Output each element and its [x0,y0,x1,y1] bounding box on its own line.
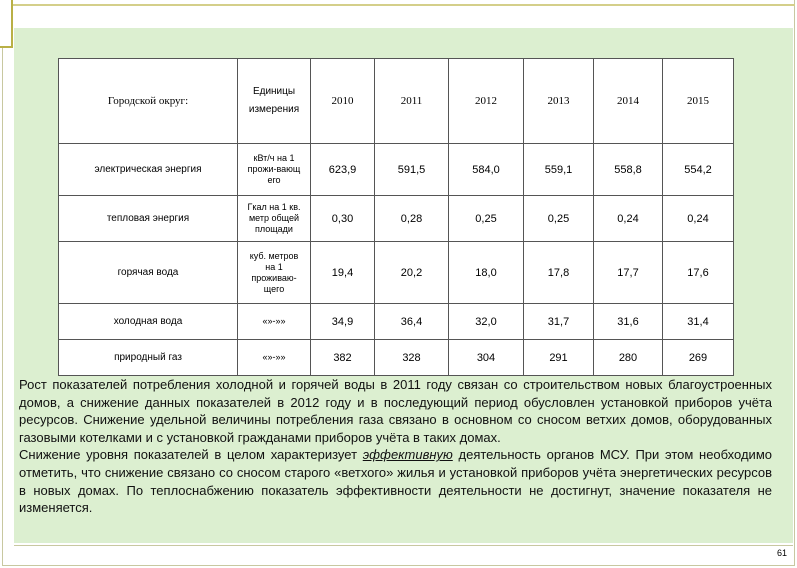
table-cell: 382 [311,340,375,376]
bottom-divider [14,545,793,546]
table-cell: 304 [449,340,524,376]
table-cell: 17,7 [594,242,663,304]
units-line: «»-»» [262,352,286,362]
table-cell: 584,0 [449,144,524,196]
table-cell: 34,9 [311,304,375,340]
header-units-line1: Единицы [252,86,296,97]
row-name: холодная вода [59,304,238,340]
units-line: щего [263,283,285,294]
table-cell: 31,6 [594,304,663,340]
units-line: на 1 [265,261,283,272]
table-cell: 0,28 [375,196,449,242]
table-cell: 0,24 [663,196,734,242]
paragraph-2-start: Снижение уровня показателей в целом характеризует [19,447,363,463]
table-header-row [59,59,734,144]
table-cell: 280 [594,340,663,376]
table-cell: 0,30 [311,196,375,242]
units-line: проживаю- [251,272,297,283]
header-year: 2013 [524,59,594,144]
table-cell: 32,0 [449,304,524,340]
units-line: метр общей [248,213,300,223]
table-cell: 0,24 [594,196,663,242]
row-name: природный газ [59,340,238,376]
table-cell: 0,25 [449,196,524,242]
header-year: 2012 [449,59,524,144]
emphasized-word: эффективную [362,447,453,463]
top-accent-line [13,4,795,6]
table-cell: 0,25 [524,196,594,242]
paragraph-2-end: деятельность органов МСУ. При этом необходимо отметить, что снижение связано со сносом старого «ветхого» жилья и установкой приборов учёта энергетических ресурсов в новых домах. По теплоснабжению показатель эффективности деятельности не достигнут, значение показателя не изменяется. [19,447,772,516]
row-name: горячая вода [59,242,238,304]
units-line: кВт/ч на 1 [253,153,295,163]
table-cell: 559,1 [524,144,594,196]
table-cell: 31,4 [663,304,734,340]
units-line: прожи-вающ [247,164,301,174]
units-line: площади [255,224,293,234]
row-units [238,340,311,376]
page-number: 61 [776,548,787,558]
table-cell: 291 [524,340,594,376]
table-row [59,340,734,376]
paragraph-2 [19,446,772,516]
row-units [238,196,311,242]
table-row [59,242,734,304]
row-units [238,242,311,304]
table-cell: 20,2 [375,242,449,304]
table-cell: 269 [663,340,734,376]
header-year: 2011 [375,59,449,144]
row-name: тепловая энергия [59,196,238,242]
corner-accent [0,0,13,48]
row-name: электрическая энергия [59,144,238,196]
table-cell: 17,8 [524,242,594,304]
table-cell: 328 [375,340,449,376]
header-year: 2014 [594,59,663,144]
table-cell: 31,7 [524,304,594,340]
header-units [238,59,311,144]
table-cell: 36,4 [375,304,449,340]
units-line: Гкал на 1 кв. [247,202,301,212]
commentary-text [19,376,772,517]
row-units [238,304,311,340]
table-cell: 17,6 [663,242,734,304]
header-units-line2: измерения [248,104,300,115]
table-cell: 591,5 [375,144,449,196]
units-line: его [267,175,281,185]
table-cell: 558,8 [594,144,663,196]
units-line: «»-»» [262,316,286,326]
header-district: Городской округ: [59,59,238,144]
table-row [59,304,734,340]
units-line: куб. метров [249,250,299,261]
table-row [59,144,734,196]
table-cell: 554,2 [663,144,734,196]
table-cell: 623,9 [311,144,375,196]
row-units [238,144,311,196]
table-cell: 18,0 [449,242,524,304]
paragraph-1: Рост показателей потребления холодной и горячей воды в 2011 году связан со строительством новых благоустроенных домов, а снижение данных показателей в 2012 году и в последующий период обусловлен установкой приборов учёта ресурсов. Снижение удельной величины потребления газа связано в основном со сносом ветхих домов, оборудованных газовыми котелками и с установкой гражданами приборов учёта в таких домах. [19,377,772,445]
table-row [59,196,734,242]
header-year: 2010 [311,59,375,144]
consumption-table [58,58,734,376]
header-year: 2015 [663,59,734,144]
table-cell: 19,4 [311,242,375,304]
